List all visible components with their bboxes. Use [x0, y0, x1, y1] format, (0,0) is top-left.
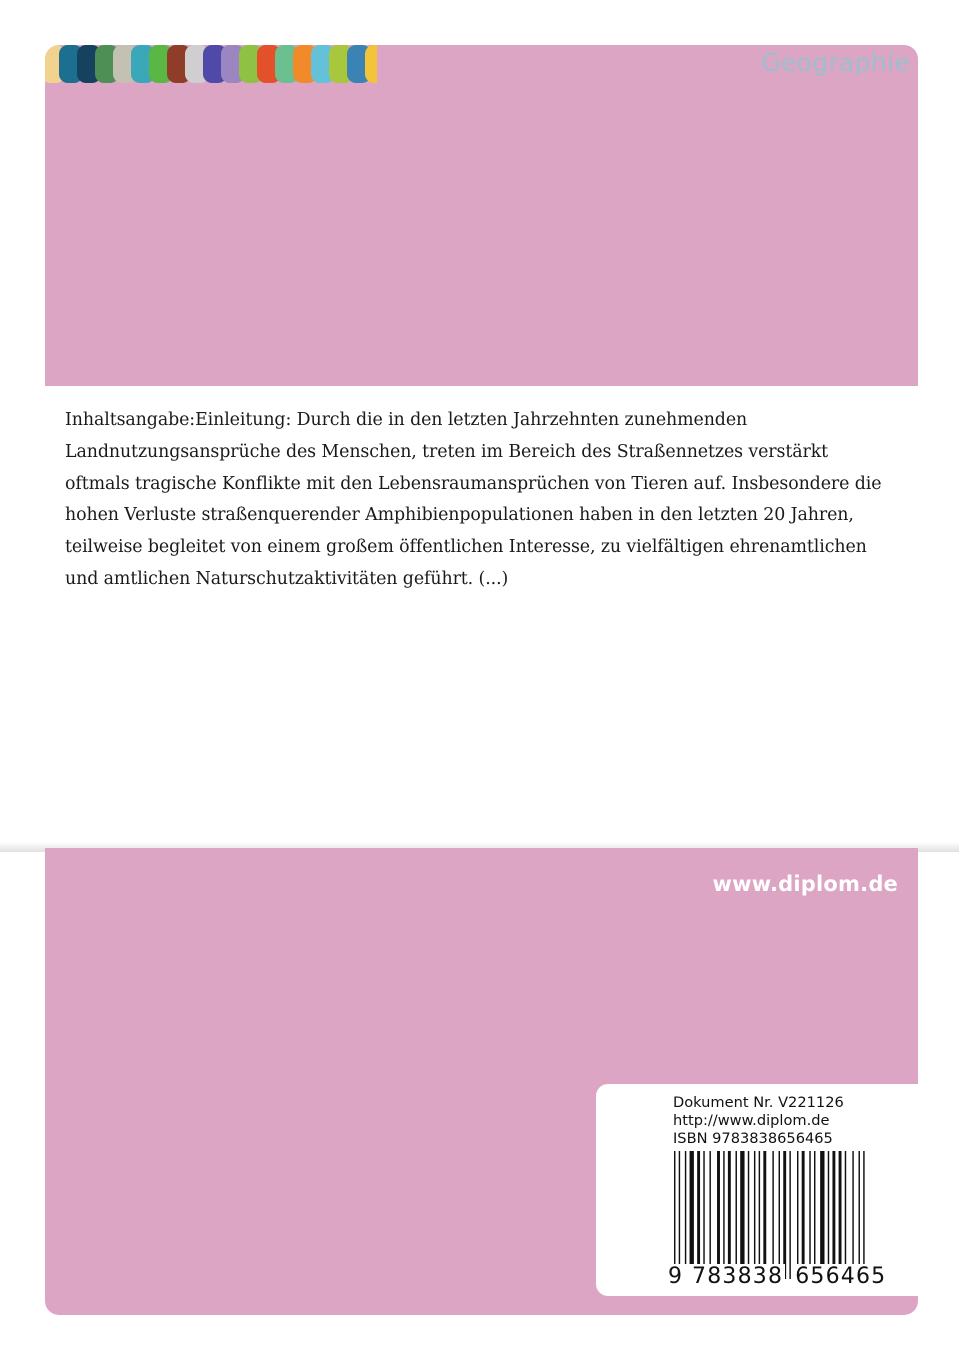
barcode-digits-right: 656465 — [795, 1263, 887, 1289]
barcode-bar — [759, 1151, 760, 1279]
barcode-number — [668, 1263, 898, 1289]
barcode-digit-first: 9 — [668, 1264, 690, 1289]
barcode-digits-left: 783838 — [692, 1263, 784, 1289]
barcode-bar — [802, 1151, 805, 1279]
document-number: Dokument Nr. V221126 — [673, 1094, 844, 1111]
barcode-bar — [697, 1151, 700, 1279]
barcode-bar — [723, 1151, 724, 1279]
barcode-bar — [740, 1151, 744, 1279]
barcode-bar — [814, 1151, 815, 1279]
cover-top-panel — [45, 45, 918, 386]
color-stripes-logo — [45, 45, 377, 83]
barcode-bar — [748, 1151, 749, 1279]
barcode-bar — [754, 1151, 755, 1279]
barcode-bar — [709, 1151, 710, 1279]
book-description: Inhaltsangabe:Einleitung: Durch die in den letzten Jahrzehnten zunehmenden Landnutzungsansprüche des Menschen, treten im Bereich des Straßennetzes verstärkt oftmals tragische Konflikte mit den Lebensraumansprüchen von Tieren auf. Insbesondere die hohen Verluste straßenquerender Amphibienpopulationen haben in den letzten 20 Jahren, teilweise begleitet von einem großem öffentlichen Interesse, zu vielfältigen ehrenamtlichen und amtlichen Naturschutzaktivitäten geführt. (...) — [65, 410, 882, 589]
barcode-bar — [703, 1151, 704, 1279]
barcode-bar — [859, 1151, 860, 1279]
barcode-bar — [828, 1151, 829, 1279]
barcode-bar — [717, 1151, 720, 1279]
category-label: Geographie — [761, 48, 910, 77]
barcode-bar — [728, 1151, 731, 1279]
barcode-bar — [852, 1151, 853, 1279]
cover-bottom-panel — [45, 848, 918, 1315]
document-url[interactable]: http://www.diplom.de — [673, 1112, 830, 1129]
publisher-website[interactable]: www.diplom.de — [712, 872, 898, 896]
barcode-bar — [779, 1151, 780, 1279]
stripe-tab — [365, 45, 377, 83]
barcode-bar — [809, 1151, 810, 1279]
barcode-bar — [797, 1151, 798, 1279]
barcode-bar — [789, 1151, 790, 1279]
document-info — [673, 1094, 844, 1148]
barcode-bar — [839, 1151, 842, 1279]
barcode-bar — [690, 1151, 694, 1279]
barcode-bar — [845, 1151, 846, 1279]
barcode-bar — [736, 1151, 737, 1279]
barcode-bar — [832, 1151, 835, 1279]
barcode-bar — [685, 1151, 686, 1279]
barcode-label — [596, 1084, 918, 1296]
barcode-bar — [820, 1151, 824, 1279]
barcode-bar — [763, 1151, 766, 1279]
barcode-bar — [783, 1151, 786, 1279]
isbn-text: ISBN 9783838656465 — [673, 1130, 833, 1147]
